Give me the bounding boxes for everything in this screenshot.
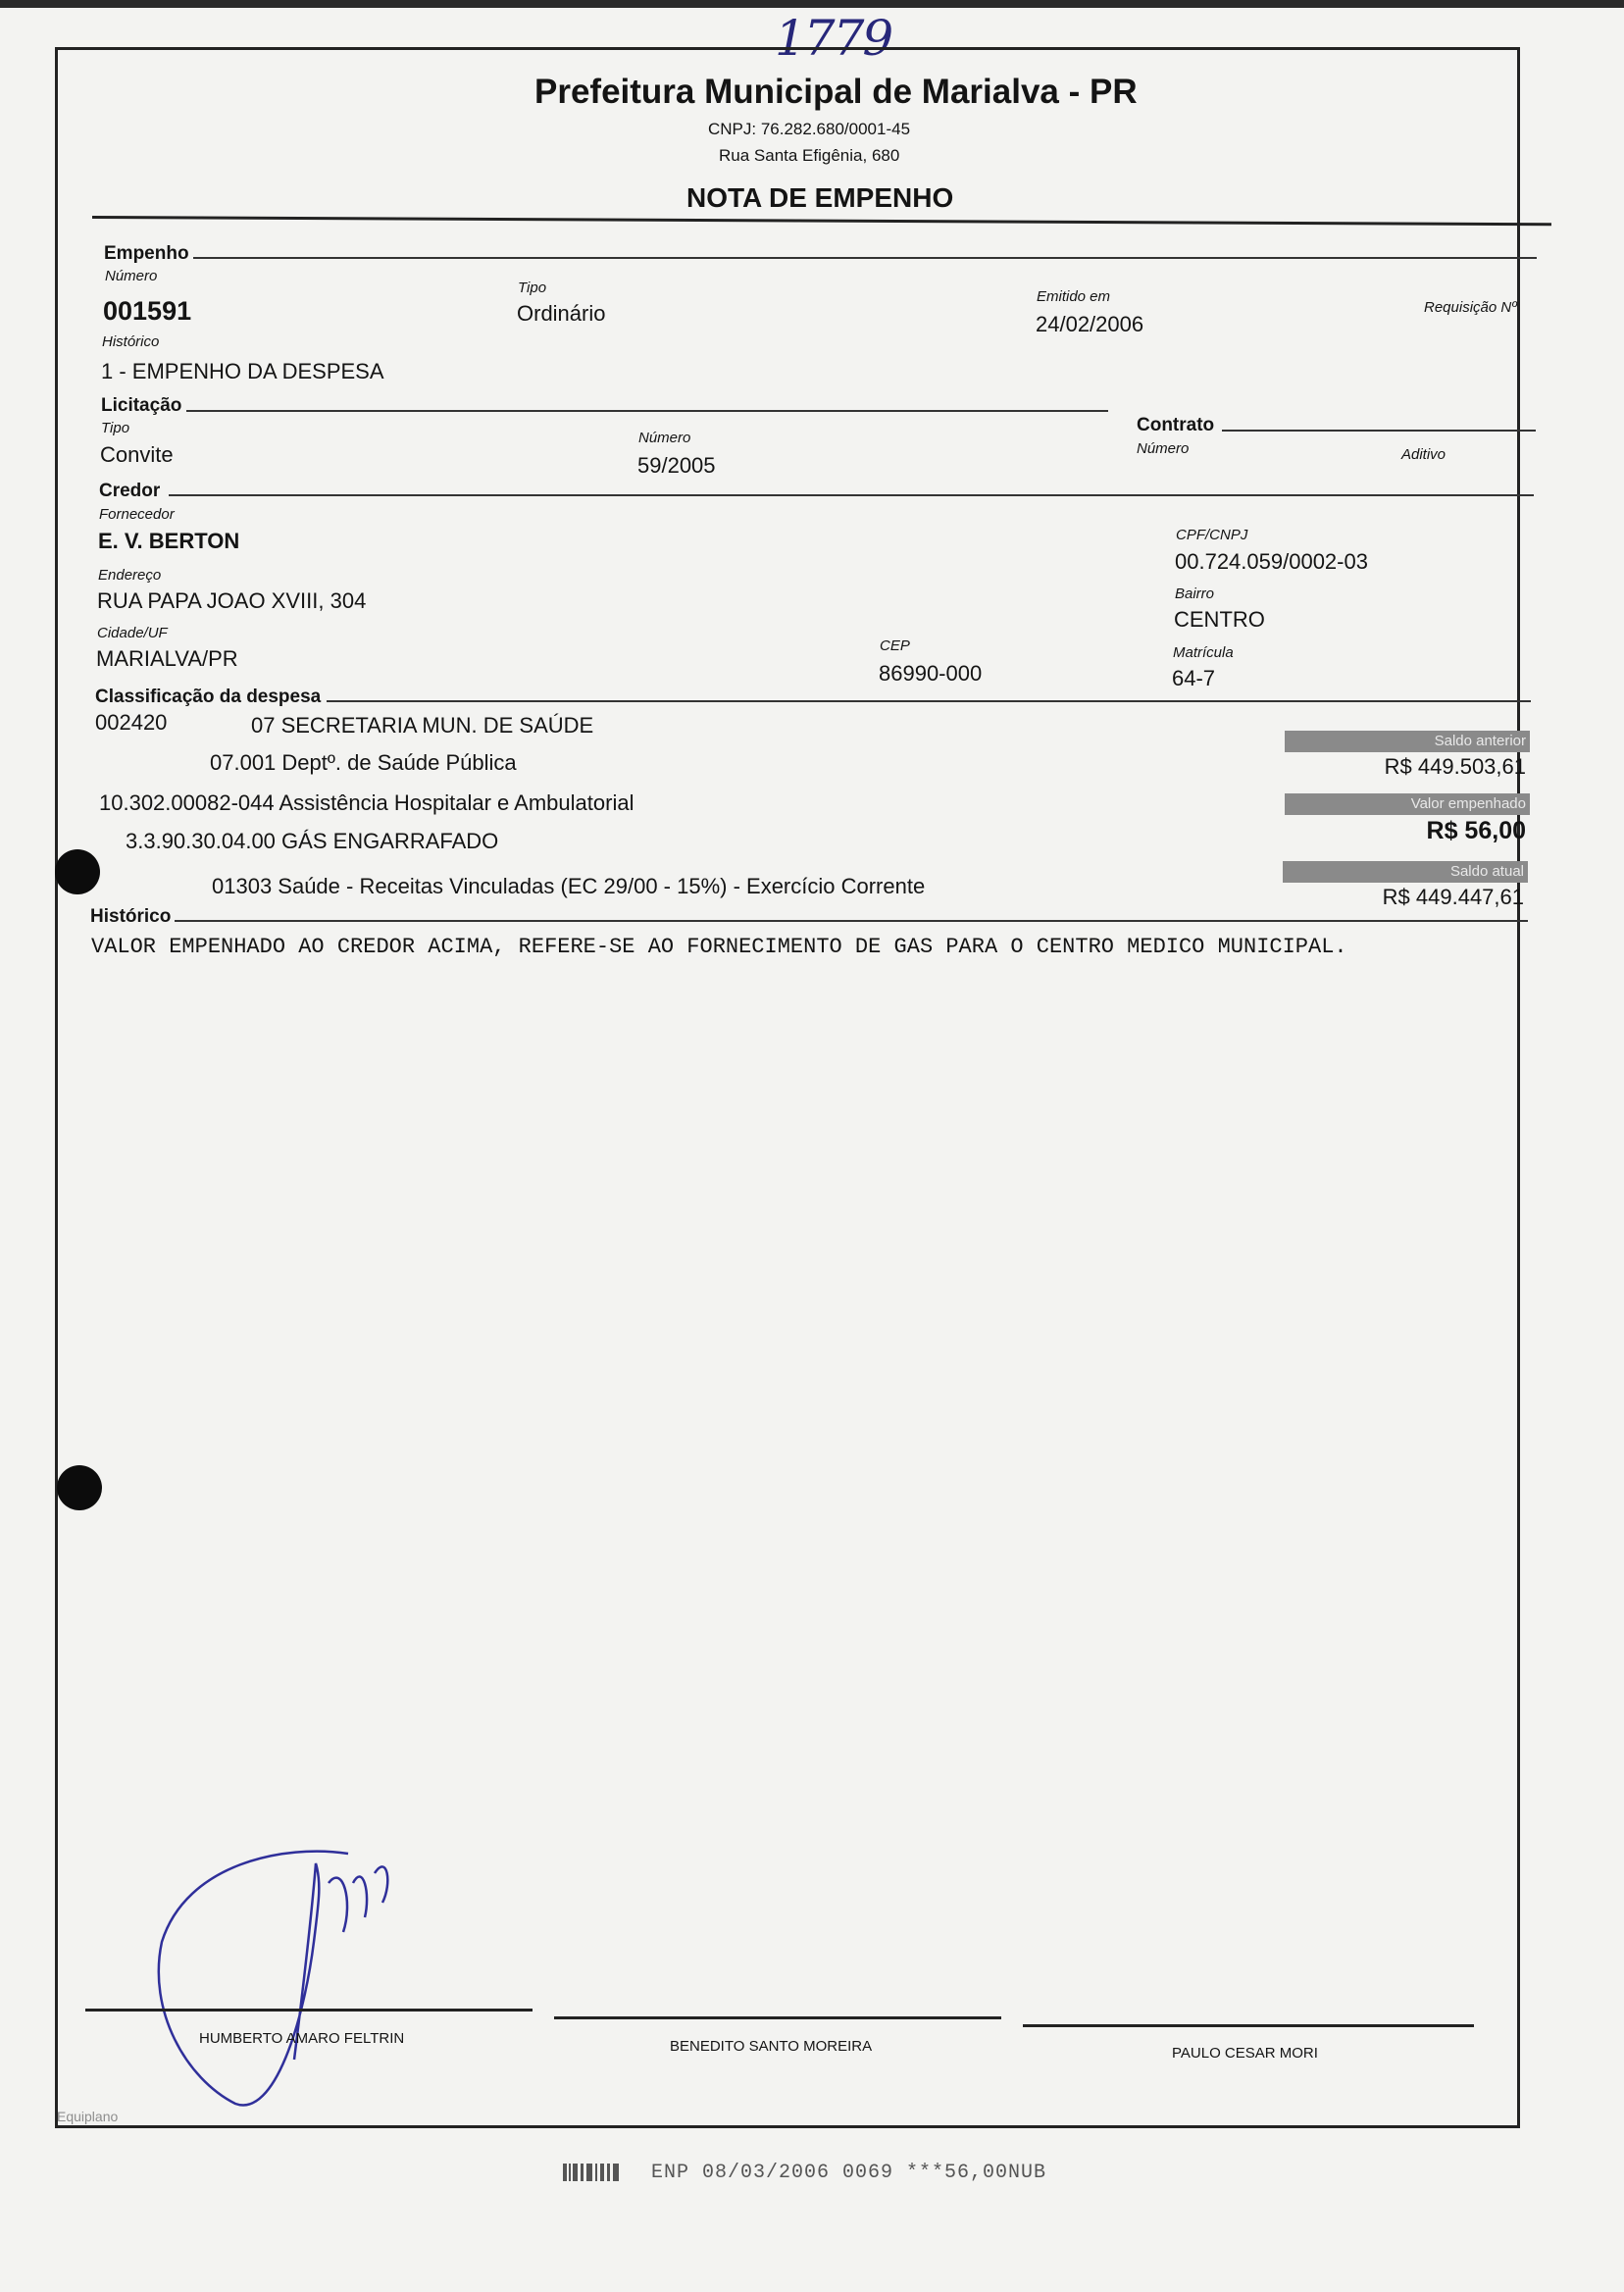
- valor-empenhado-value: R$ 56,00: [1426, 817, 1526, 844]
- signature-line: [85, 2009, 533, 2012]
- emitido-date: 24/02/2006: [1036, 312, 1144, 336]
- cep-label: CEP: [880, 637, 910, 654]
- software-brand: Equiplano: [57, 2109, 119, 2124]
- licitacao-tipo-label: Tipo: [101, 420, 130, 436]
- section-rule: [175, 920, 1528, 922]
- classificacao-secretaria: 07 SECRETARIA MUN. DE SAÚDE: [251, 713, 594, 738]
- barcode-mark: [563, 2162, 622, 2183]
- matricula-label: Matrícula: [1173, 644, 1234, 661]
- valor-empenhado-label: Valor empenhado: [1285, 793, 1530, 815]
- section-licitacao: Licitação: [101, 395, 182, 416]
- emitido-label: Emitido em: [1037, 288, 1111, 305]
- bairro-label: Bairro: [1175, 586, 1215, 602]
- empenho-historico-label: Histórico: [102, 333, 160, 350]
- cidade-label: Cidade/UF: [97, 625, 168, 641]
- cidade-value: MARIALVA/PR: [96, 646, 238, 671]
- signatory-3: PAULO CESAR MORI: [1172, 2045, 1318, 2062]
- section-rule: [169, 494, 1534, 496]
- classificacao-recurso: 01303 Saúde - Receitas Vinculadas (EC 29/00 - 15%) - Exercício Corrente: [212, 874, 926, 898]
- punch-hole: [57, 1465, 102, 1510]
- signatory-2: BENEDITO SANTO MOREIRA: [670, 2038, 873, 2055]
- signature-line: [554, 2016, 1001, 2019]
- classificacao-natureza: 3.3.90.30.04.00 GÁS ENGARRAFADO: [126, 829, 499, 853]
- empenho-tipo: Ordinário: [517, 301, 606, 326]
- classificacao-codigo: 002420: [95, 710, 168, 735]
- classificacao-funcional: 10.302.00082-044 Assistência Hospitalar e Ambulatorial: [99, 790, 634, 815]
- cpf-label: CPF/CNPJ: [1176, 527, 1248, 543]
- signature-line: [1023, 2024, 1474, 2027]
- empenho-numero: 001591: [103, 296, 192, 326]
- saldo-anterior-value: R$ 449.503,61: [1384, 754, 1526, 779]
- signature-scribble: [147, 1824, 441, 2118]
- punch-hole: [55, 849, 100, 894]
- cpf-value: 00.724.059/0002-03: [1175, 549, 1368, 574]
- saldo-anterior-label: Saldo anterior: [1285, 731, 1530, 752]
- cep-value: 86990-000: [879, 661, 983, 686]
- licitacao-numero: 59/2005: [637, 453, 716, 478]
- licitacao-tipo: Convite: [100, 442, 174, 467]
- matricula-value: 64-7: [1172, 666, 1216, 690]
- scan-top-edge: [0, 0, 1624, 8]
- cnpj-line: CNPJ: 76.282.680/0001-45: [708, 120, 911, 138]
- section-classificacao: Classificação da despesa: [95, 687, 322, 707]
- document-title: NOTA DE EMPENHO: [686, 182, 954, 213]
- endereco-value: RUA PAPA JOAO XVIII, 304: [97, 588, 367, 613]
- handwritten-page-number: 1779: [775, 10, 892, 67]
- fornecedor-name: E. V. BERTON: [98, 529, 240, 553]
- empenho-numero-label: Número: [105, 268, 158, 284]
- endereco-label: Endereço: [98, 567, 162, 584]
- section-rule: [186, 410, 1108, 412]
- address-line: Rua Santa Efigênia, 680: [719, 146, 900, 165]
- section-credor: Credor: [99, 481, 161, 501]
- section-rule: [327, 700, 1531, 702]
- section-rule: [193, 257, 1537, 259]
- signatory-1: HUMBERTO AMARO FELTRIN: [199, 2030, 405, 2047]
- saldo-atual-label: Saldo atual: [1283, 861, 1528, 883]
- contrato-numero-label: Número: [1137, 440, 1190, 457]
- requisicao-label: Requisição Nº: [1424, 299, 1517, 316]
- empenho-historico: 1 - EMPENHO DA DESPESA: [101, 359, 384, 383]
- section-contrato: Contrato: [1137, 415, 1215, 435]
- section-empenho: Empenho: [104, 243, 189, 264]
- fornecedor-label: Fornecedor: [99, 506, 175, 523]
- section-historico: Histórico: [90, 906, 172, 927]
- classificacao-departamento: 07.001 Deptº. de Saúde Pública: [210, 750, 517, 775]
- historico-text: VALOR EMPENHADO AO CREDOR ACIMA, REFERE-SE AO FORNECIMENTO DE GAS PARA O CENTRO MEDICO MUNICIPAL.: [91, 935, 1347, 959]
- bairro-value: CENTRO: [1174, 607, 1265, 632]
- municipality-title: Prefeitura Municipal de Marialva - PR: [534, 73, 1138, 111]
- saldo-atual-value: R$ 449.447,61: [1382, 885, 1524, 909]
- contrato-aditivo-label: Aditivo: [1401, 446, 1446, 463]
- licitacao-numero-label: Número: [638, 430, 691, 446]
- empenho-tipo-label: Tipo: [518, 280, 547, 296]
- section-rule: [1222, 430, 1536, 432]
- protocol-stamp: ENP 08/03/2006 0069 ***56,00NUB: [651, 2162, 1047, 2184]
